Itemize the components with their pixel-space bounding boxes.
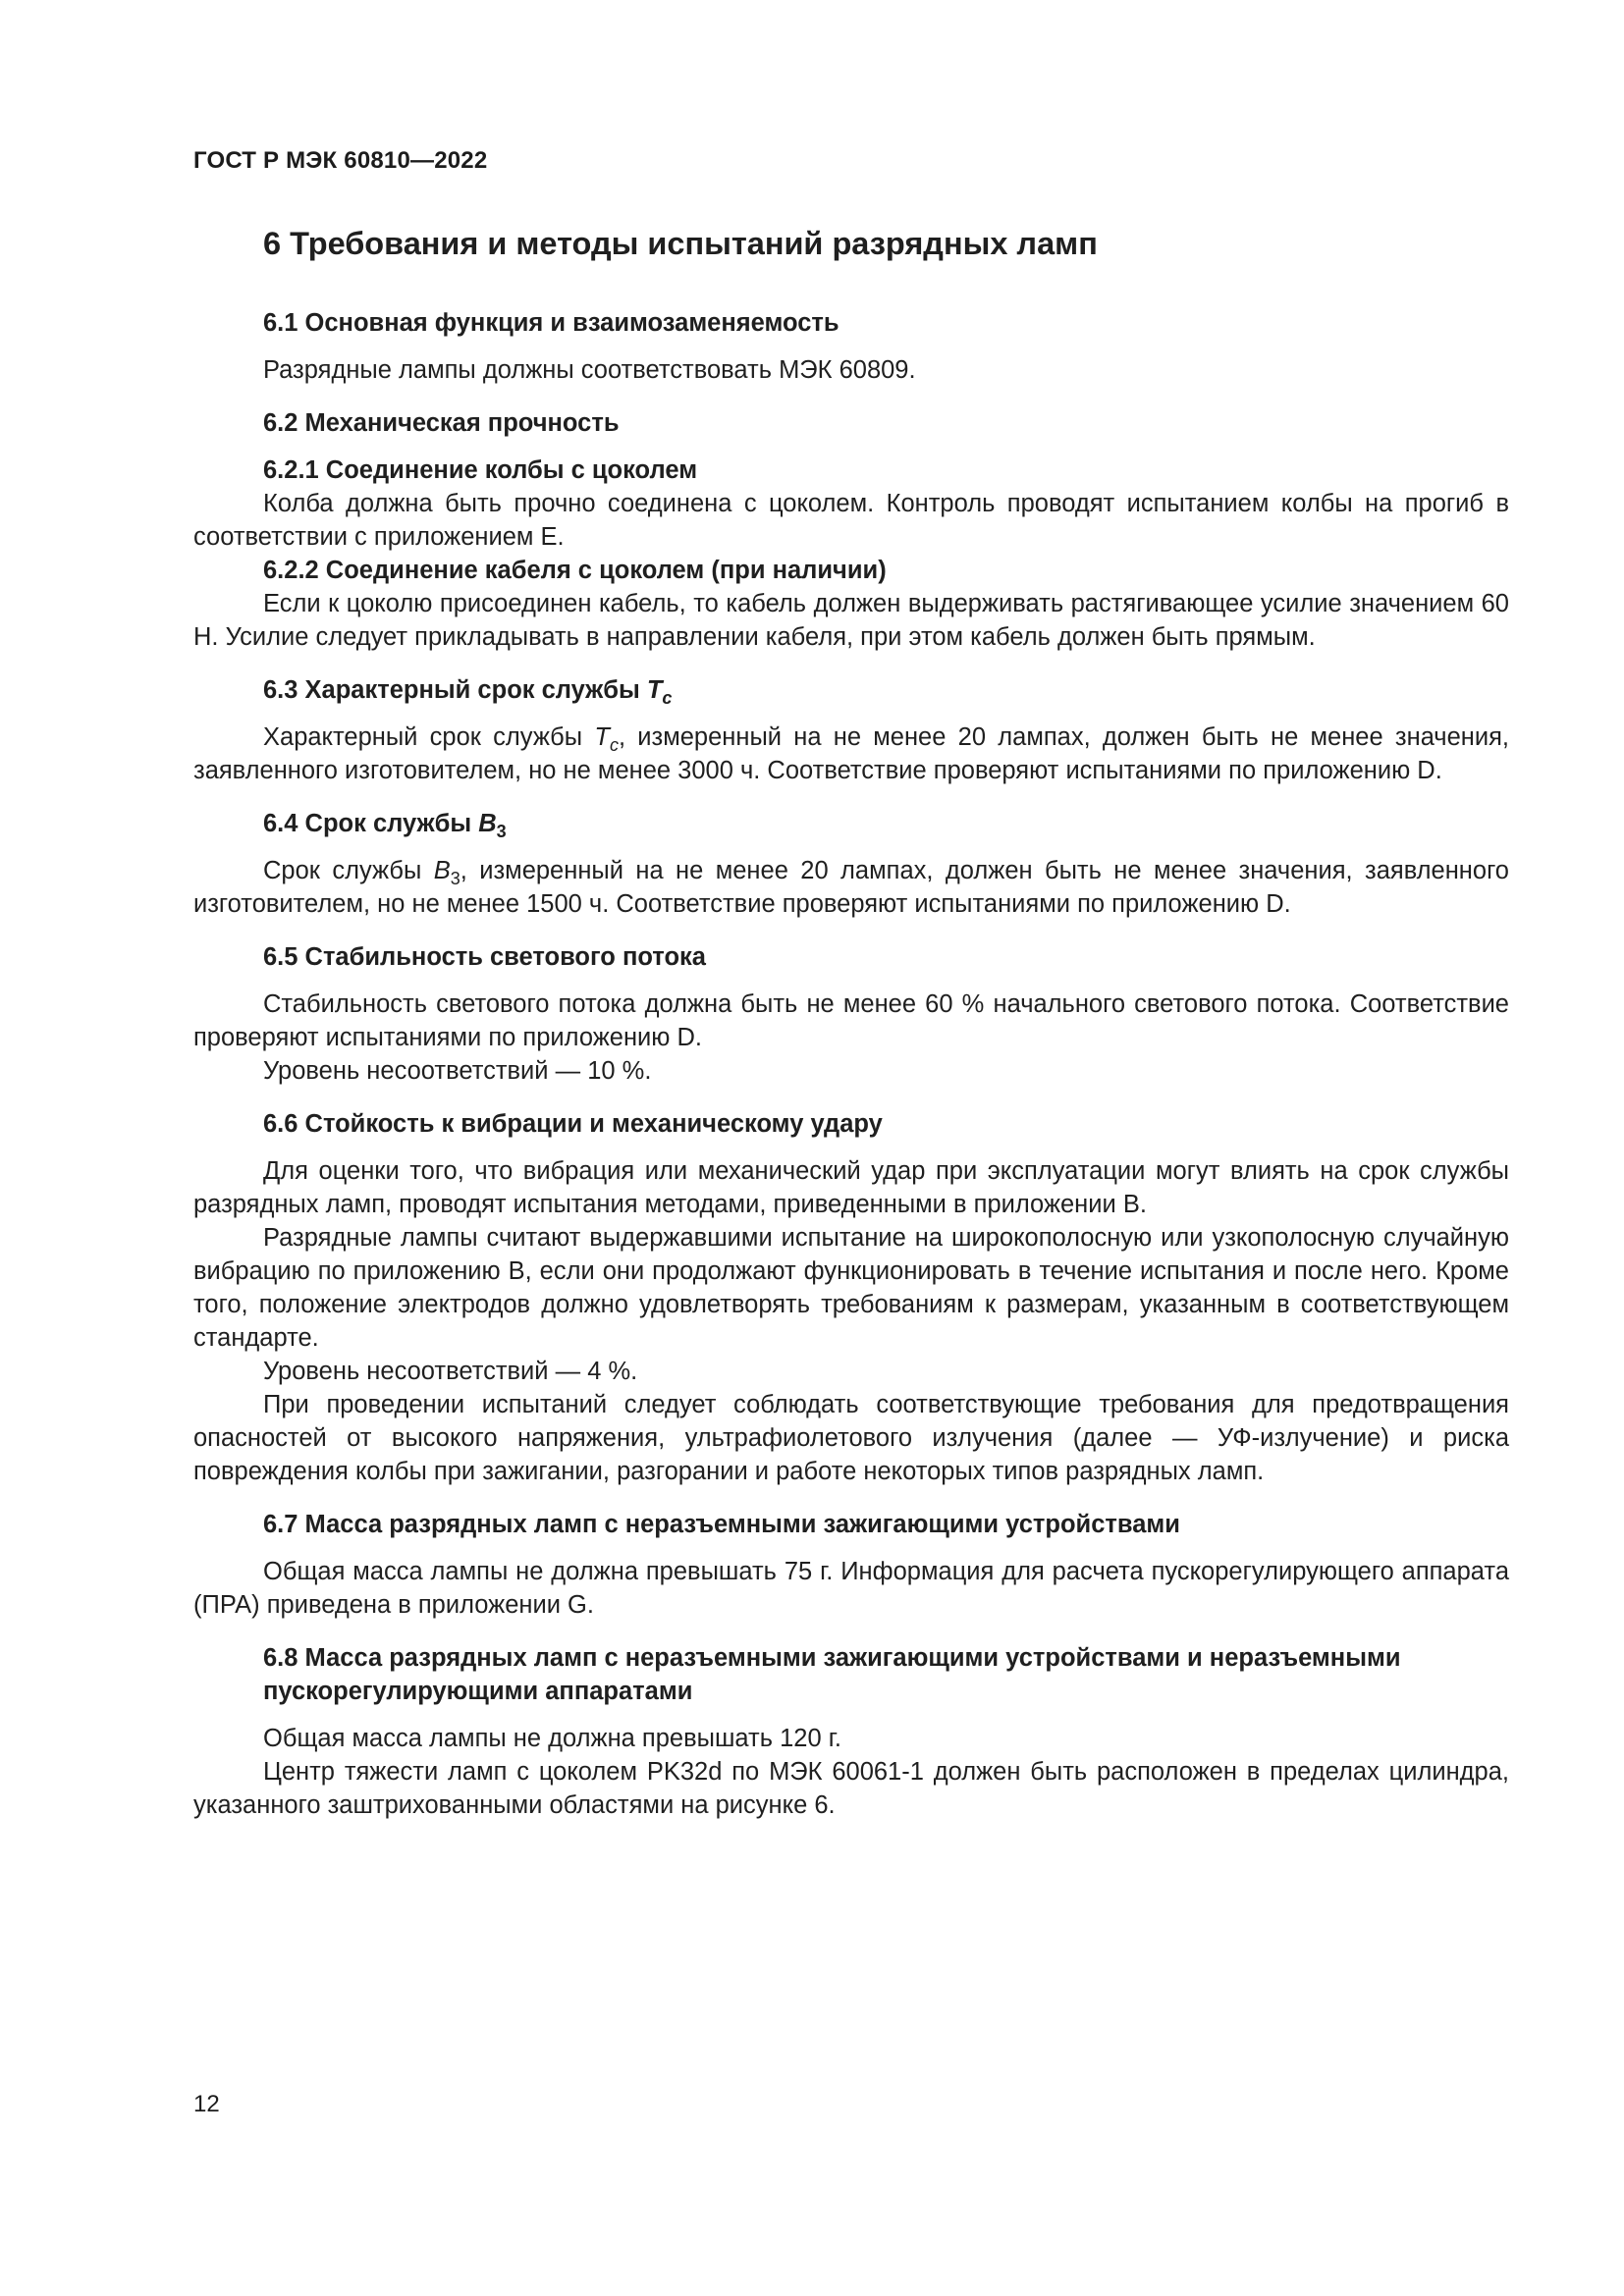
section-6-3-paragraph-subscript: c — [609, 735, 619, 755]
section-6-4-paragraph-text-start: Срок службы — [263, 857, 434, 884]
section-6-6-paragraph-2: Разрядные лампы считают выдержавшими испытание на широкополосную или узкополосную случайную вибрацию по приложению В, если они продолжают функционировать в течение испытания и после него. Кроме того, положение электродов должно удовлетворять требованиям к размерам, указанным в соответствующем стандарте. — [193, 1224, 1509, 1352]
section-6-2-2-paragraph: Если к цоколю присоединен кабель, то кабель должен выдерживать растягивающее усилие значением 60 Н. Усилие следует прикладывать в направлении кабеля, при этом кабель должен быть прямым. — [193, 590, 1509, 651]
section-6-3-heading-symbol: T — [646, 676, 663, 704]
document-code-header: ГОСТ Р МЭК 60810—2022 — [193, 147, 488, 174]
section-6-4-paragraph-text-end: , измеренный на не менее 20 лампах, должен быть не менее значения, заявленного изготовителем, но не менее 1500 ч. Соответствие проверяют испытаниями по приложению D. — [193, 857, 1509, 918]
page-content — [193, 224, 1509, 1822]
section-6-2-2-heading: 6.2.2 Соединение кабеля с цоколем (при наличии) — [263, 557, 887, 584]
section-6-1-paragraph: Разрядные лампы должны соответствовать МЭК 60809. — [263, 356, 916, 384]
section-6-3-paragraph-text-end: , измеренный на не менее 20 лампах, должен быть не менее значения, заявленного изготовителем, но не менее 3000 ч. Соответствие проверяют испытаниями по приложению D. — [193, 723, 1509, 784]
section-6-6-paragraph-1: Для оценки того, что вибрация или механический удар при эксплуатации могут влиять на срок службы разрядных ламп, проводят испытания методами, приведенными в приложении В. — [193, 1157, 1509, 1218]
section-6-4-paragraph-symbol: B — [433, 857, 451, 884]
section-6-3-heading — [263, 673, 1509, 707]
section-6-3-heading-text: 6.3 Характерный срок службы — [263, 676, 647, 704]
section-6-4-heading-symbol: B — [478, 810, 497, 837]
section-6-5-paragraph-1: Стабильность светового потока должна быть не менее 60 % начального светового потока. Соответствие проверяют испытаниями по приложению D. — [193, 990, 1509, 1051]
section-6-2-1-paragraph: Колба должна быть прочно соединена с цоколем. Контроль проводят испытанием колбы на прогиб в соответствии с приложением Е. — [193, 490, 1509, 551]
section-6-5-heading: 6.5 Стабильность светового потока — [263, 943, 706, 971]
section-6-3-paragraph-text-start: Характерный срок службы — [263, 723, 595, 751]
section-6-3-heading-subscript: c — [662, 688, 673, 708]
page-number: 12 — [193, 2091, 220, 2117]
section-6-8-paragraph-1: Общая масса лампы не должна превышать 120 г. — [263, 1725, 842, 1752]
section-6-7-paragraph: Общая масса лампы не должна превышать 75 г. Информация для расчета пускорегулирующего аппарата (ПРА) приведена в приложении G. — [193, 1558, 1509, 1619]
section-6-2-1-heading: 6.2.1 Соединение колбы с цоколем — [263, 456, 698, 484]
section-6-3-paragraph — [193, 721, 1509, 787]
section-6-4-paragraph-subscript: 3 — [450, 869, 460, 888]
section-6-heading: 6 Требования и методы испытаний разрядных ламп — [263, 226, 1098, 261]
section-6-1-heading: 6.1 Основная функция и взаимозаменяемость — [263, 309, 839, 337]
section-6-4-heading-subscript: 3 — [496, 822, 507, 841]
section-6-6-heading: 6.6 Стойкость к вибрации и механическому удару — [263, 1110, 883, 1138]
section-6-6-paragraph-4: При проведении испытаний следует соблюдать соответствующие требования для предотвращения опасностей от высокого напряжения, ультрафиолетового излучения (далее — УФ-излучение) и риска повреждения колбы при зажигании, разгорании и работе некоторых типов разрядных ламп. — [193, 1391, 1509, 1485]
section-6-5-paragraph-2: Уровень несоответствий — 10 %. — [263, 1057, 652, 1085]
section-6-7-heading: 6.7 Масса разрядных ламп с неразъемными зажигающими устройствами — [263, 1511, 1180, 1538]
section-6-8-paragraph-2: Центр тяжести ламп с цоколем PK32d по МЭК 60061-1 должен быть расположен в пределах цилиндра, указанного заштрихованными областями на рисунке 6. — [193, 1758, 1509, 1819]
section-6-3-paragraph-symbol: T — [594, 723, 610, 751]
section-6-4-paragraph — [193, 854, 1509, 921]
section-6-8-heading: 6.8 Масса разрядных ламп с неразъемными зажигающими устройствами и неразъемными пускорегулирующими аппаратами — [263, 1644, 1401, 1705]
section-6-2-heading: 6.2 Механическая прочность — [263, 409, 620, 437]
section-6-4-heading — [263, 807, 1509, 840]
section-6-6-paragraph-3: Уровень несоответствий — 4 %. — [263, 1358, 638, 1385]
section-6-4-heading-text: 6.4 Срок службы — [263, 810, 479, 837]
